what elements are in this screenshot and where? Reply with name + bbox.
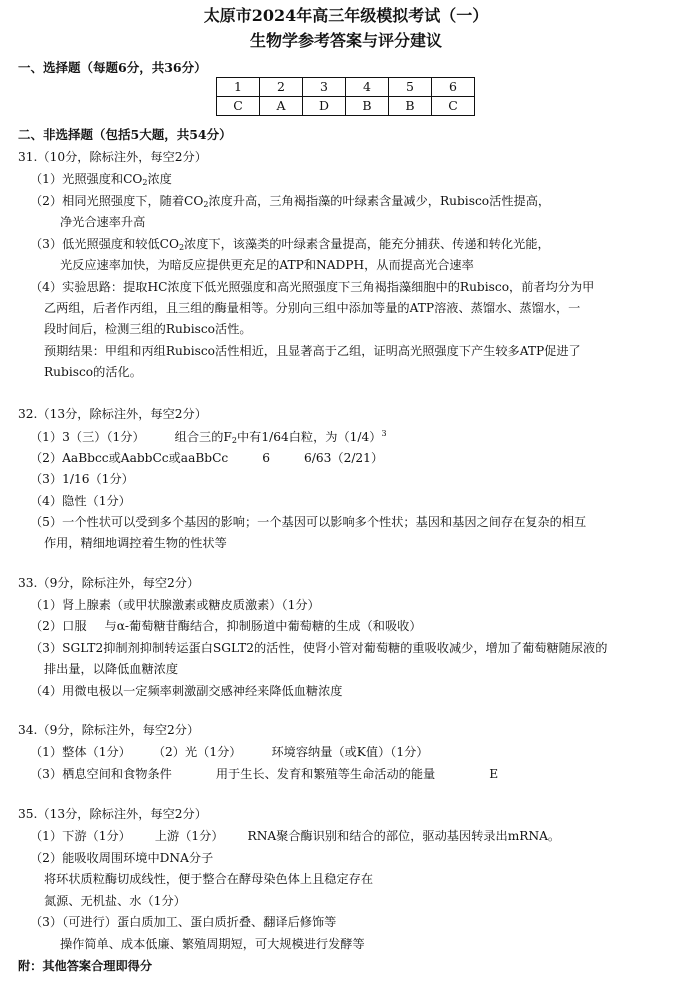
q33-heading: 33.（9分，除标注外，每空2分） [18, 576, 200, 590]
answer-row [217, 97, 475, 116]
section1-heading: 一、选择题（每题6分，共36分） [18, 60, 207, 75]
q33-answer-3-line1: （3）SGLT2抑制剂抑制转运蛋白SGLT2的活性，使肾小管对葡萄糖的重吸收减少，增加了葡萄糖随尿液的 [30, 641, 608, 655]
q35-answer-3-line2: 操作简单、成本低廉、繁殖周期短，可大规模进行发酵等 [60, 937, 365, 951]
q31-answer-4-line2: 乙两组，后者作丙组，且三组的酶量相等。分别向三组中添加等量的ATP溶液、蒸馏水、蒸馏水，一 [44, 301, 581, 315]
q31-answer-4-line4: 预期结果：甲组和丙组Rubisco活性相近，且显著高于乙组，证明高光照强度下产生较多ATP促进了 [44, 344, 581, 358]
q32-answer-3: （3）1/16（1分） [30, 472, 134, 486]
table-cell: B [346, 97, 389, 116]
q31-answer-2: （2）相同光照强度下，随着$CO_2$浓度升高，三角褐指藻的叶绿素含量减少，Rubisco活性提高， [30, 194, 551, 209]
table-cell: 1 [217, 78, 260, 97]
q31-answer-4-line5: Rubisco的活化。 [44, 365, 142, 379]
q31-heading: 31.（10分，除标注外，每空2分） [18, 150, 207, 164]
section2-heading: 二、非选择题（包括5大题，共54分） [18, 127, 232, 142]
table-cell: 3 [303, 78, 346, 97]
q31-answer-3-cont: 光反应速率加快，为暗反应提供更充足的ATP和NADPH，从而提高光合速率 [60, 258, 474, 272]
q31-answer-4-line3: 段时间后，检测三组的Rubisco活性。 [44, 322, 252, 336]
q33-answer-4: （4）用微电极以一定频率刺激副交感神经来降低血糖浓度 [30, 684, 343, 698]
table-cell: C [217, 97, 260, 116]
table-cell: 2 [260, 78, 303, 97]
q35-answer-2: （2）能吸收周围环境中DNA分子 [30, 851, 214, 865]
q31-answer-3: （3）低光照强度和较低$CO_2$浓度下，该藻类的叶绿素含量提高，能充分捕获、传递和转化光能， [30, 237, 550, 252]
exam-subtitle: 生物学参考答案与评分建议 [249, 31, 442, 50]
table-cell: 5 [389, 78, 432, 97]
multiple-choice-answer-table [216, 77, 475, 116]
q32-answer-4: （4）隐性（1分） [30, 494, 131, 508]
q33-answer-1: （1）肾上腺素（或甲状腺激素或糖皮质激素）（1分） [30, 598, 320, 612]
q32-answer-2: （2）AaBbcc或AabbCc或aaBbCc 6 6/63（2/21） [30, 451, 384, 465]
q32-answer-5-line2: 作用，精细地调控着生物的性状等 [44, 536, 227, 550]
table-cell: B [389, 97, 432, 116]
q34-answer-3: （3）栖息空间和食物条件 用于生长、发育和繁殖等生命活动的能量 E [30, 767, 499, 781]
table-cell: 4 [346, 78, 389, 97]
q32-answer-5-line1: （5）一个性状可以受到多个基因的影响；一个基因可以影响多个性状；基因和基因之间存在复杂的相互 [30, 515, 587, 529]
table-cell: 6 [432, 78, 475, 97]
table-cell: A [260, 97, 303, 116]
q34-answer-1-2: （1）整体（1分） （2）光（1分） 环境容纳量（或K值）（1分） [30, 745, 429, 759]
q35-answer-1: （1）下游（1分） 上游（1分） RNA聚合酶识别和结合的部位，驱动基因转录出mRNA。 [30, 829, 561, 843]
q35-answer-2-line2: 将环状质粒酶切成线性，便于整合在酵母染色体上且稳定存在 [44, 872, 374, 886]
q31-answer-4-line1: （4）实验思路：提取HC浓度下低光照强度和高光照强度下三角褐指藻细胞中的Rubisco，前者均分为甲 [30, 280, 595, 294]
q31-answer-2-cont: 净光合速率升高 [60, 215, 146, 229]
q32-heading: 32.（13分，除标注外，每空2分） [18, 407, 207, 421]
table-cell: C [432, 97, 475, 116]
q34-heading: 34.（9分，除标注外，每空2分） [18, 723, 200, 737]
q32-answer-1: （1）3（三）（1分） 组合三的$F_2$中有1/64白粒，为$(1/4)^3$ [30, 429, 387, 445]
q35-answer-3: （3）（可进行）蛋白质加工、蛋白质折叠、翻译后修饰等 [30, 915, 337, 929]
exam-title: 太原市2024年高三年级模拟考试（一） [203, 6, 489, 25]
question-number-row [217, 78, 475, 97]
q35-heading: 35.（13分，除标注外，每空2分） [18, 807, 207, 821]
q31-answer-1: （1）光照强度和$CO_2$浓度 [30, 172, 172, 187]
table-cell: D [303, 97, 346, 116]
q33-answer-2: （2）口服 与α-葡萄糖苷酶结合，抑制肠道中葡萄糖的生成（和吸收） [30, 619, 422, 633]
footer-note: 附：其他答案合理即得分 [18, 959, 153, 973]
q35-answer-2-line3: 氮源、无机盐、水（1分） [44, 894, 186, 908]
q33-answer-3-line2: 排出量，以降低血糖浓度 [44, 662, 179, 676]
